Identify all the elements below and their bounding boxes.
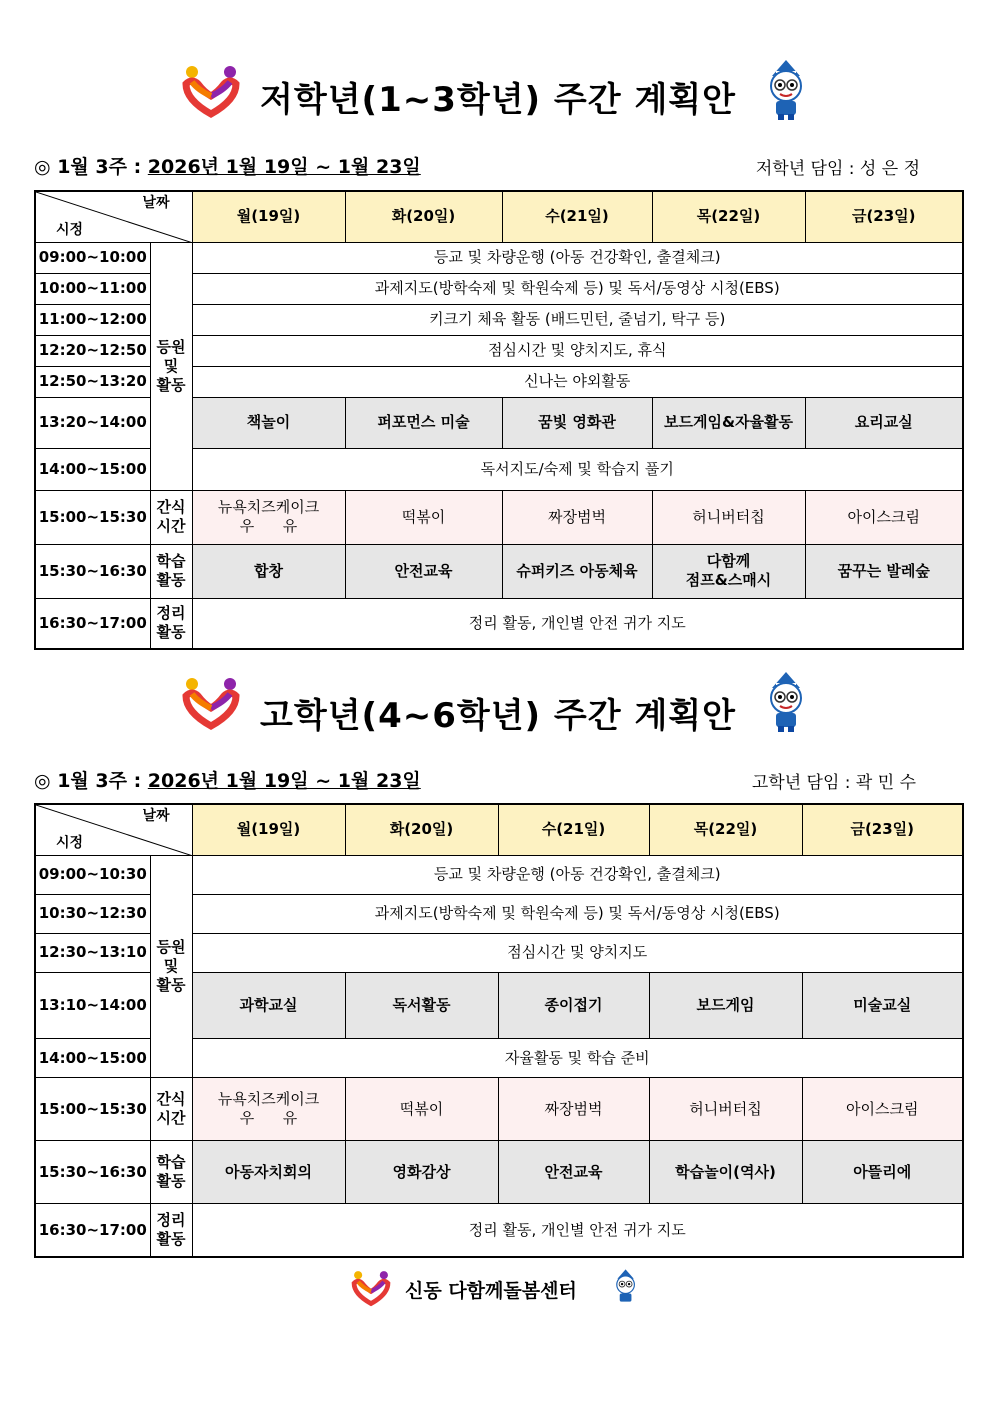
snack-line: 우 유 (239, 517, 298, 535)
upper-plan-table (34, 803, 964, 1258)
day-header: 월(19일) (192, 191, 345, 242)
lower-title: 저학년(1~3학년) 주간 계획안 (260, 80, 736, 120)
group-cell (150, 855, 192, 1077)
snack-cell: 허니버터칩 (652, 490, 805, 544)
group-label: 학습 (156, 1153, 186, 1172)
upper-period: 2026년 1월 19일 ~ 1월 23일 (147, 770, 421, 792)
day-header: 목(22일) (649, 804, 802, 855)
time-cell: 13:20~14:00 (35, 397, 150, 448)
corner-cell (35, 191, 192, 242)
lower-week: ◎ 1월 3주 : (34, 156, 148, 178)
mascot-icon (756, 670, 814, 734)
lower-teacher: 저학년 담임 : 성 은 정 (755, 159, 920, 179)
center-name: 신동 다함께돌봄센터 (405, 1280, 577, 1302)
heart-logo-icon (350, 1268, 392, 1308)
schedule-cell: 등교 및 차량운행 (아동 건강확인, 출결체크) (192, 855, 963, 894)
group-label: 간식 (156, 498, 186, 516)
time-cell: 13:10~14:00 (35, 972, 150, 1038)
time-cell: 10:00~11:00 (35, 273, 150, 304)
study-cell (652, 544, 805, 598)
upper-title-row (0, 670, 992, 740)
activity-cell: 종이접기 (498, 972, 649, 1038)
group-label: 등원 (156, 337, 186, 356)
group-label: 활동 (156, 375, 186, 394)
table-row (35, 1078, 963, 1141)
day-header: 수(21일) (498, 804, 649, 855)
day-header: 수(21일) (502, 191, 652, 242)
activity-cell: 꿈빛 영화관 (502, 397, 652, 448)
table-row (35, 1204, 963, 1257)
activity-cell: 보드게임 (649, 972, 802, 1038)
schedule-cell: 키크기 체육 활동 (배드민턴, 줄넘기, 탁구 등) (192, 304, 963, 335)
table-row (35, 242, 963, 273)
study-line: 다함께 (706, 552, 751, 570)
study-cell: 안전교육 (498, 1141, 649, 1204)
study-cell: 학습놀이(역사) (649, 1141, 802, 1204)
schedule-cell: 과제지도(방학숙제 및 학원숙제 등) 및 독서/동영상 시청(EBS) (192, 273, 963, 304)
group-label: 활동 (156, 571, 186, 589)
upper-title: 고학년(4~6학년) 주간 계획안 (260, 696, 736, 736)
time-cell: 15:00~15:30 (35, 1078, 150, 1141)
time-cell: 15:30~16:30 (35, 544, 150, 598)
schedule-cell: 점심시간 및 양치지도, 휴식 (192, 335, 963, 366)
time-cell: 15:00~15:30 (35, 490, 150, 544)
snack-cell: 아이스크림 (802, 1078, 963, 1141)
footer (0, 1262, 992, 1312)
schedule-cell: 신나는 야외활동 (192, 366, 963, 397)
group-label: 정리 (156, 1211, 186, 1230)
corner-top-label: 날짜 (142, 808, 170, 824)
snack-cell: 짜장범벅 (498, 1078, 649, 1141)
schedule-cell: 정리 활동, 개인별 안전 귀가 지도 (192, 598, 963, 649)
day-header: 금(23일) (802, 804, 963, 855)
group-label: 시간 (156, 517, 186, 535)
corner-cell (35, 804, 192, 855)
group-label: 등원 (156, 937, 186, 956)
activity-cell: 책놀이 (192, 397, 345, 448)
activity-cell: 미술교실 (802, 972, 963, 1038)
schedule-cell: 독서지도/숙제 및 학습지 풀기 (192, 448, 963, 490)
time-cell: 09:00~10:30 (35, 855, 150, 894)
snack-cell (192, 1078, 345, 1141)
group-cell (150, 1141, 192, 1204)
group-label: 정리 (156, 604, 186, 623)
group-label: 간식 (156, 1090, 186, 1109)
study-cell: 안전교육 (345, 544, 502, 598)
snack-line: 우 유 (239, 1109, 298, 1128)
study-cell: 아동자치회의 (192, 1141, 345, 1204)
group-label: 및 (163, 956, 179, 975)
schedule-cell: 자율활동 및 학습 준비 (192, 1038, 963, 1077)
group-label: 활동 (156, 975, 186, 994)
schedule-cell: 등교 및 차량운행 (아동 건강확인, 출결체크) (192, 242, 963, 273)
snack-cell (192, 490, 345, 544)
group-cell (150, 544, 192, 598)
time-cell: 16:30~17:00 (35, 1204, 150, 1257)
time-cell: 14:00~15:00 (35, 448, 150, 490)
activity-cell: 독서활동 (345, 972, 498, 1038)
heart-logo-icon (180, 62, 242, 120)
snack-line: 뉴욕치즈케이크 (217, 1090, 320, 1109)
group-cell (150, 242, 192, 490)
mascot-icon (756, 58, 814, 122)
activity-cell: 퍼포먼스 미술 (345, 397, 502, 448)
schedule-cell: 점심시간 및 양치지도 (192, 933, 963, 972)
lower-plan-table (34, 190, 964, 650)
group-cell (150, 490, 192, 544)
lower-week-line (34, 152, 421, 179)
day-header: 월(19일) (192, 804, 345, 855)
corner-top-label: 날짜 (142, 195, 170, 211)
snack-cell: 허니버터칩 (649, 1078, 802, 1141)
table-row (35, 191, 963, 242)
upper-week-line (34, 766, 421, 793)
heart-logo-icon (180, 674, 242, 732)
snack-cell: 떡볶이 (345, 490, 502, 544)
study-cell: 합창 (192, 544, 345, 598)
study-cell: 영화감상 (345, 1141, 498, 1204)
snack-cell: 짜장범벅 (502, 490, 652, 544)
snack-cell: 떡볶이 (345, 1078, 498, 1141)
time-cell: 14:00~15:00 (35, 1038, 150, 1077)
upper-subhead (34, 766, 934, 796)
study-cell: 아뜰리에 (802, 1141, 963, 1204)
time-cell: 12:30~13:10 (35, 933, 150, 972)
table-row (35, 804, 963, 855)
time-cell: 09:00~10:00 (35, 242, 150, 273)
time-cell: 16:30~17:00 (35, 598, 150, 649)
time-cell: 11:00~12:00 (35, 304, 150, 335)
time-cell: 10:30~12:30 (35, 894, 150, 933)
study-line: 점프&스매시 (685, 571, 772, 589)
schedule-cell: 정리 활동, 개인별 안전 귀가 지도 (192, 1204, 963, 1257)
table-row (35, 855, 963, 894)
table-row (35, 490, 963, 544)
upper-week: ◎ 1월 3주 : (34, 770, 148, 792)
activity-cell: 과학교실 (192, 972, 345, 1038)
corner-bottom-label: 시정 (56, 221, 84, 238)
time-cell: 15:30~16:30 (35, 1141, 150, 1204)
time-cell: 12:50~13:20 (35, 366, 150, 397)
group-cell (150, 598, 192, 649)
time-cell: 12:20~12:50 (35, 335, 150, 366)
group-label: 시간 (156, 1109, 186, 1128)
group-cell (150, 1204, 192, 1257)
schedule-cell: 과제지도(방학숙제 및 학원숙제 등) 및 독서/동영상 시청(EBS) (192, 894, 963, 933)
activity-cell: 보드게임&자율활동 (652, 397, 805, 448)
mascot-icon (608, 1265, 642, 1309)
upper-teacher: 고학년 담임 : 곽 민 수 (751, 773, 916, 793)
lower-title-row (0, 58, 992, 128)
lower-period: 2026년 1월 19일 ~ 1월 23일 (147, 156, 421, 178)
corner-bottom-label: 시정 (56, 834, 84, 851)
group-label: 활동 (156, 1172, 186, 1191)
group-label: 활동 (156, 623, 186, 642)
day-header: 화(20일) (345, 804, 498, 855)
table-row (35, 544, 963, 598)
group-cell (150, 1078, 192, 1141)
day-header: 금(23일) (805, 191, 963, 242)
group-label: 학습 (156, 552, 186, 570)
study-cell: 꿈꾸는 발레숲 (805, 544, 963, 598)
activity-cell: 요리교실 (805, 397, 963, 448)
group-label: 활동 (156, 1230, 186, 1249)
table-row (35, 1141, 963, 1204)
lower-subhead (34, 152, 934, 182)
table-row (35, 598, 963, 649)
group-label: 및 (163, 356, 179, 375)
day-header: 화(20일) (345, 191, 502, 242)
snack-cell: 아이스크림 (805, 490, 963, 544)
study-cell: 슈퍼키즈 아동체육 (502, 544, 652, 598)
day-header: 목(22일) (652, 191, 805, 242)
snack-line: 뉴욕치즈케이크 (217, 498, 320, 516)
